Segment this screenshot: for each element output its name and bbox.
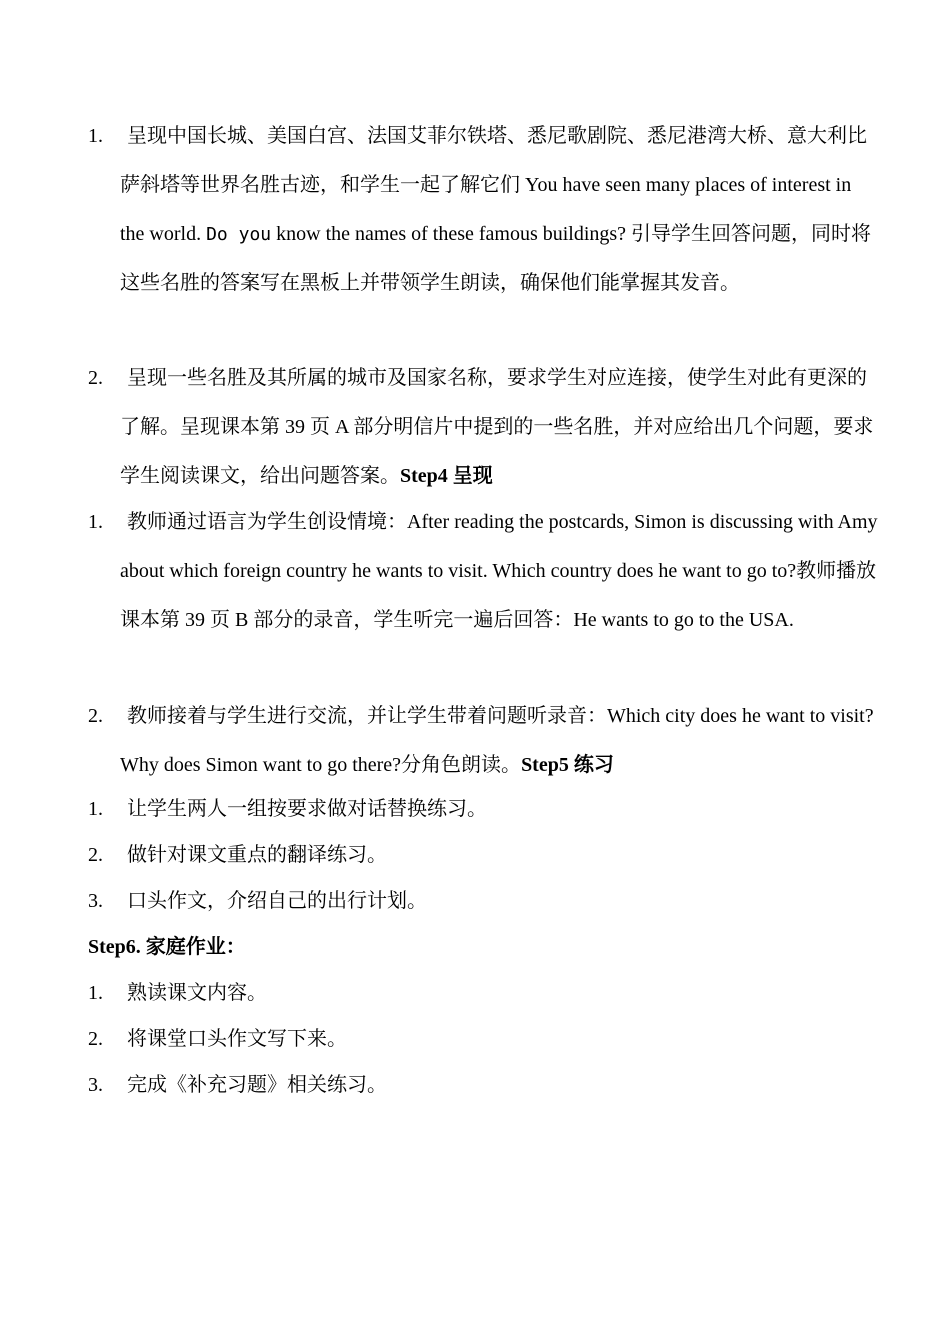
list-item bbox=[88, 354, 878, 501]
item-number: 3. bbox=[88, 1074, 103, 1096]
step-heading: Step5 练习 bbox=[521, 754, 614, 776]
list-item bbox=[88, 498, 878, 645]
item-number: 1. bbox=[88, 511, 103, 533]
item-text: 呈现中国长城、美国白宫、法国艾菲尔铁塔、悉尼歌剧院、悉尼港湾大桥、意大利比萨斜塔等世界名胜古迹，和学生一起了解它们 You have seen many places of interest in the world. Do you know the names of these famous buildings? 引导学生回答问题，同时将这些名胜的答案写在黑板上并带领学生朗读，确保他们能掌握其发音。 bbox=[120, 125, 872, 294]
list-item bbox=[88, 1016, 878, 1062]
list-item bbox=[88, 786, 878, 832]
item-text: 熟读课文内容。 bbox=[127, 982, 267, 1004]
item-number: 2. bbox=[88, 705, 103, 727]
item-number: 2. bbox=[88, 844, 103, 866]
item-number: 2. bbox=[88, 1028, 103, 1050]
mono-text: Do you bbox=[206, 224, 272, 245]
item-number: 3. bbox=[88, 890, 103, 912]
item-number: 1. bbox=[88, 125, 103, 147]
item-text: 呈现一些名胜及其所属的城市及国家名称，要求学生对应连接，使学生对此有更深的了解。呈现课本第 39 页 A 部分明信片中提到的一些名胜，并对应给出几个问题，要求学生阅读课文，给出问题答案。Step4 呈现 bbox=[120, 367, 874, 487]
list-item bbox=[88, 1062, 878, 1108]
item-text: 口头作文，介绍自己的出行计划。 bbox=[127, 890, 427, 912]
list-item bbox=[88, 878, 878, 924]
list-item bbox=[88, 692, 878, 790]
homework-heading: Step6. 家庭作业： bbox=[88, 936, 246, 958]
list-item bbox=[88, 970, 878, 1016]
step-heading: Step4 呈现 bbox=[400, 465, 493, 487]
item-number: 1. bbox=[88, 982, 103, 1004]
item-text: 将课堂口头作文写下来。 bbox=[127, 1028, 347, 1050]
list-item bbox=[88, 112, 878, 308]
list-item bbox=[88, 832, 878, 878]
item-number: 2. bbox=[88, 367, 103, 389]
item-number: 1. bbox=[88, 798, 103, 820]
item-text: 让学生两人一组按要求做对话替换练习。 bbox=[127, 798, 487, 820]
item-text: 做针对课文重点的翻译练习。 bbox=[127, 844, 387, 866]
item-text: 完成《补充习题》相关练习。 bbox=[127, 1074, 387, 1096]
item-text: 教师接着与学生进行交流，并让学生带着问题听录音：Which city does he want to visit? Why does Simon want to go there?分角色朗读。Step5 练习 bbox=[120, 705, 874, 776]
item-text: 教师通过语言为学生创设情境：After reading the postcards, Simon is discussing with Amy about which foreign country he wants to visit. Which country does he want to go to?教师播放课本第 39 页 B 部分的录音，学生听完一遍后回答：He wants to go to the USA. bbox=[120, 511, 878, 631]
